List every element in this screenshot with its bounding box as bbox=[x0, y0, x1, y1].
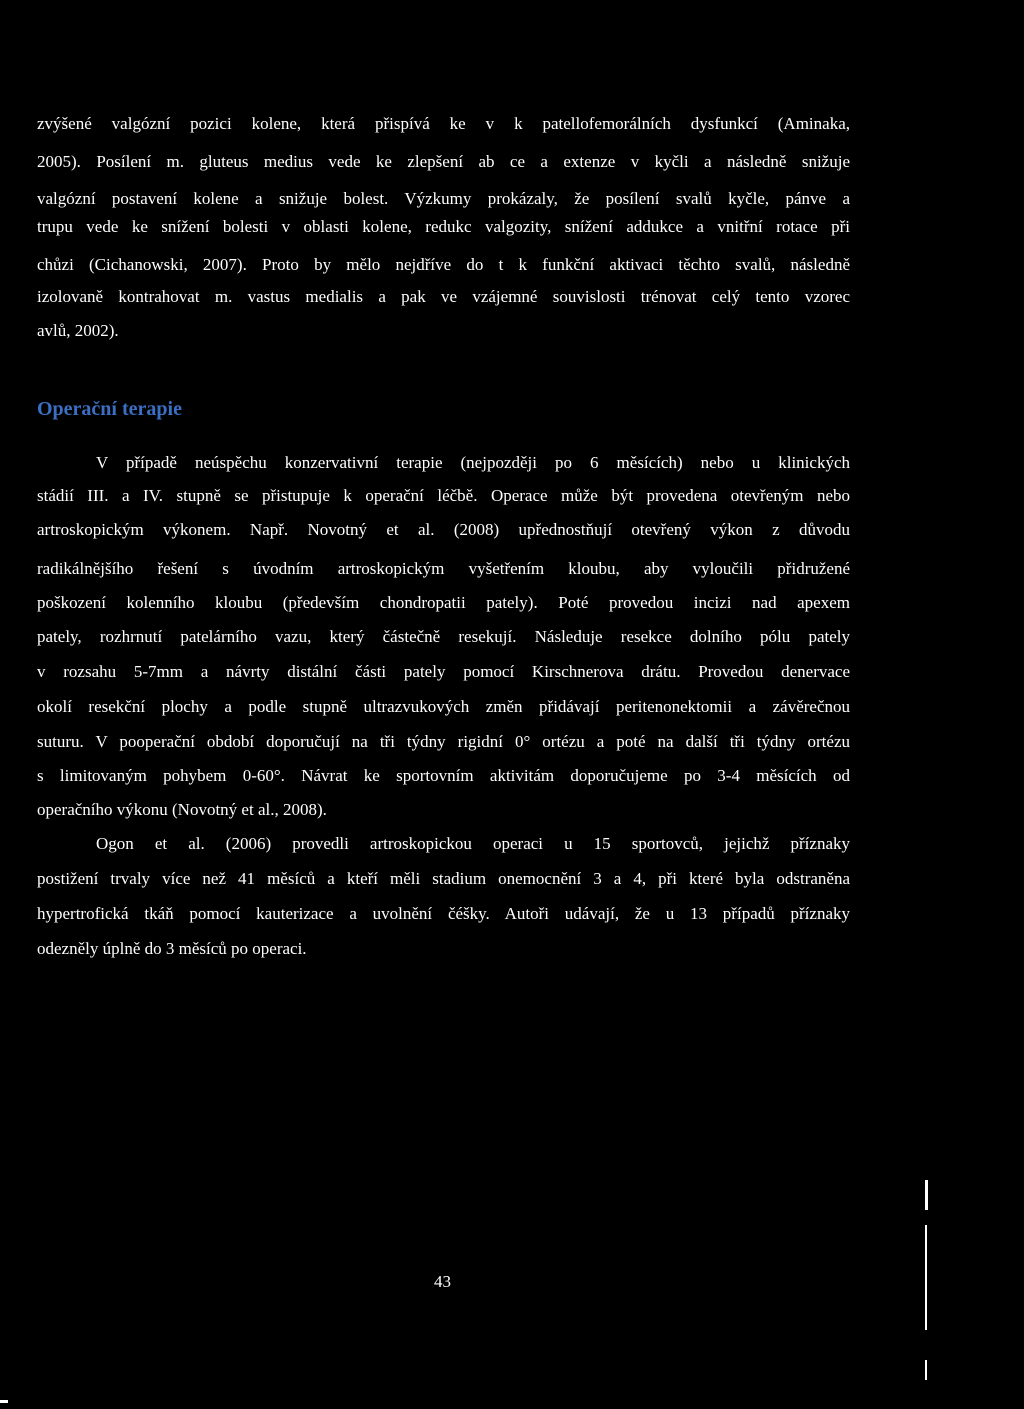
text-line: odezněly úplně do 3 měsíců po operaci. bbox=[37, 939, 307, 958]
text-line: valgózní postavení kolene a snižuje bolest. Výzkumy prokázaly, že posílení svalů kyčle, pánve a bbox=[37, 189, 850, 208]
text-line: suturu. V pooperační období doporučují na tři týdny rigidní 0° ortézu a poté na další tři týdny ortézu bbox=[37, 732, 850, 751]
text-line: zvýšené valgózní pozici kolene, která přispívá ke v k patellofemorálních dysfunkcí (Aminaka, bbox=[37, 114, 850, 133]
text-line: avlů, 2002). bbox=[37, 321, 119, 340]
text-line: izolovaně kontrahovat m. vastus medialis a pak ve vzájemné souvislosti trénovat celý tento vzorec bbox=[37, 287, 850, 306]
text-line: stádií III. a IV. stupně se přistupuje k operační léčbě. Operace může být provedena otevřeným nebo bbox=[37, 486, 850, 505]
text-line: artroskopickým výkonem. Např. Novotný et al. (2008) upřednostňují otevřený výkon z důvodu bbox=[37, 520, 850, 539]
scan-mark bbox=[0, 1400, 8, 1403]
text-line: hypertrofická tkáň pomocí kauterizace a uvolnění čéšky. Autoři udávají, že u 13 případů příznaky bbox=[37, 904, 850, 923]
text-line: trupu vede ke snížení bolesti v oblasti kolene, redukc valgozity, snížení addukce a vnitřní rotace při bbox=[37, 217, 850, 236]
text-line: chůzi (Cichanowski, 2007). Proto by mělo nejdříve do t k funkční aktivaci těchto svalů, následně bbox=[37, 255, 850, 274]
text-line: Ogon et al. (2006) provedli artroskopickou operaci u 15 sportovců, jejichž příznaky bbox=[96, 834, 850, 853]
text-line: pately, rozhrnutí patelárního vazu, který částečně resekují. Následuje resekce dolního pólu pately bbox=[37, 627, 850, 646]
text-line: postižení trvaly více než 41 měsíců a kteří měli stadium onemocnění 3 a 4, při které byla odstraněna bbox=[37, 869, 850, 888]
scan-mark bbox=[925, 1225, 927, 1330]
scan-mark bbox=[925, 1360, 927, 1380]
page-number: 43 bbox=[434, 1272, 451, 1291]
text-line: radikálnějšího řešení s úvodním artroskopickým vyšetřením kloubu, aby vyloučili přidružené bbox=[37, 559, 850, 578]
text-line: poškození kolenního kloubu (především chondropatii pately). Poté provedou incizi nad apexem bbox=[37, 593, 850, 612]
text-line: operačního výkonu (Novotný et al., 2008). bbox=[37, 800, 327, 819]
text-line: V případě neúspěchu konzervativní terapie (nejpozději po 6 měsících) nebo u klinických bbox=[96, 453, 850, 472]
text-line: 2005). Posílení m. gluteus medius vede ke zlepšení ab ce a extenze v kyčli a následně snižuje bbox=[37, 152, 850, 171]
text-line: okolí resekční plochy a podle stupně ultrazvukových změn přidávají peritenonektomii a závěrečnou bbox=[37, 697, 850, 716]
text-line: s limitovaným pohybem 0-60°. Návrat ke sportovním aktivitám doporučujeme po 3-4 měsících od bbox=[37, 766, 850, 785]
scan-mark bbox=[925, 1180, 928, 1210]
section-heading: Operační terapie bbox=[37, 398, 182, 420]
text-line: v rozsahu 5-7mm a návrty distální části pately pomocí Kirschnerova drátu. Provedou denervace bbox=[37, 662, 850, 681]
